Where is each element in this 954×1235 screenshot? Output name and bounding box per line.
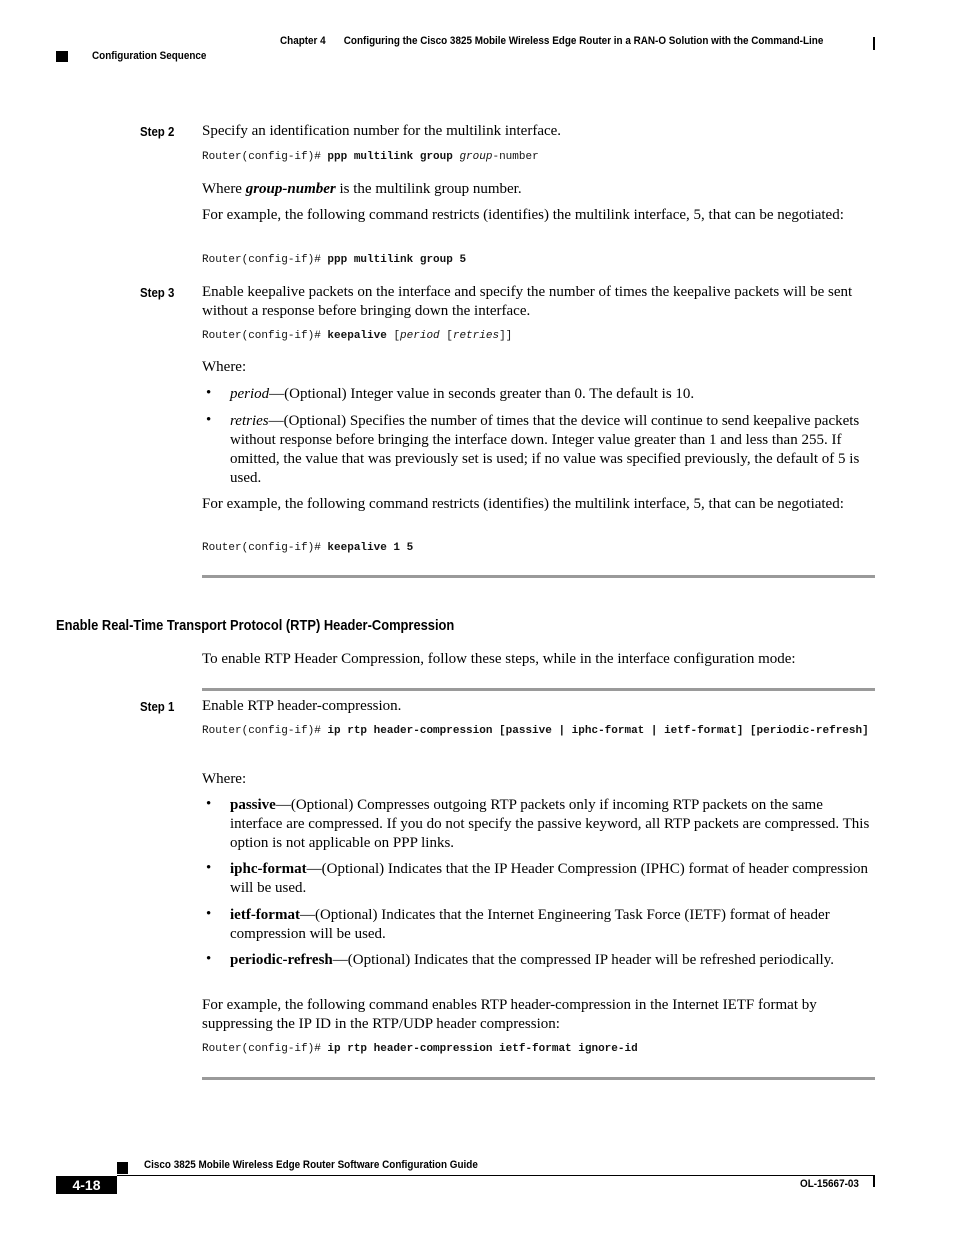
header-marker (56, 51, 68, 62)
code-prompt: Router(config-if)# (202, 542, 328, 554)
code-bracket: [ (386, 330, 401, 342)
step-3-label: Step 3 (140, 285, 175, 300)
code-prompt: Router(config-if)# (202, 330, 328, 342)
step-2-example: For example, the following command restricts (identifies) the multilink interface, 5, that can be negotiated: (202, 207, 844, 223)
code-argument-suffix: -number (492, 151, 539, 163)
bullet-description: —(Optional) Integer value in seconds greater than 0. The default is 10. (269, 386, 695, 402)
chapter-header (280, 35, 823, 47)
code-command: ip rtp header-compression ietf-format ignore-id (327, 1043, 638, 1055)
code-command: ppp multilink group 5 (327, 254, 467, 266)
step-3-code-1 (202, 328, 874, 345)
step-2-code-2 (202, 252, 874, 269)
code-prompt: Router(config-if)# (202, 151, 328, 163)
bullet-dot: • (206, 385, 212, 401)
bullet-dot: • (206, 906, 212, 922)
bullet-period (230, 385, 876, 404)
bullet-term: passive (230, 797, 276, 813)
bullet-description: —(Optional) Compresses outgoing RTP packets only if incoming RTP packets on the same interface are compressed. If you do not specify the passive keyword, all RTP packets are compressed. This option is not applicable on PPP links. (230, 797, 870, 851)
where-suffix: is the multilink group number. (335, 181, 522, 197)
bullet-iphc-format (230, 860, 876, 898)
bullet-term: ietf-format (230, 907, 300, 923)
bullet-retries (230, 412, 876, 488)
bullet-description: —(Optional) Indicates that the Internet Engineering Task Force (IETF) format of header compression will be used. (230, 907, 830, 942)
step-1-text: Enable RTP header-compression. (202, 698, 402, 714)
step-1-example: For example, the following command enables RTP header-compression in the Internet IETF format by suppressing the IP ID in the RTP/UDP header compression: (202, 997, 817, 1032)
section-intro: To enable RTP Header Compression, follow these steps, while in the interface configuration mode: (202, 651, 796, 667)
code-prompt: Router(config-if)# (202, 254, 328, 266)
code-command: ppp multilink group (327, 151, 460, 163)
section-header: Configuration Sequence (92, 50, 207, 62)
step-3-text: Enable keepalive packets on the interface and specify the number of times the keepalive packets will be sent without a response before bringing down the interface. (202, 284, 853, 319)
bullet-term: iphc-format (230, 861, 307, 877)
bullet-dot: • (206, 951, 212, 967)
chapter-number: Chapter 4 (280, 35, 326, 47)
step-2-where (202, 180, 874, 199)
procedure-end-rule (202, 1077, 875, 1080)
where-prefix: Where (202, 181, 246, 197)
step-1-where: Where: (202, 771, 247, 787)
step-3-example: For example, the following command restricts (identifies) the multilink interface, 5, that can be negotiated: (202, 496, 844, 512)
code-bracket: [ (439, 330, 453, 342)
doc-number: OL-15667-03 (800, 1178, 859, 1190)
step-3-code-2 (202, 540, 874, 557)
chapter-title: Configuring the Cisco 3825 Mobile Wireless Edge Router in a RAN-O Solution with the Command-Line (343, 35, 824, 47)
code-command: keepalive 1 5 (327, 542, 414, 554)
code-argument: retries (452, 330, 500, 342)
step-2-label: Step 2 (140, 124, 175, 139)
footer-rule (117, 1175, 875, 1176)
procedure-start-rule (202, 688, 875, 691)
code-prompt: Router(config-if)# (202, 725, 328, 737)
bullet-term: period (230, 386, 270, 402)
where-term: group-number (245, 181, 336, 197)
footer-marker (117, 1162, 128, 1174)
bullet-ietf-format (230, 906, 876, 944)
bullet-passive (230, 796, 876, 853)
bullet-description: —(Optional) Specifies the number of times that the device will continue to send keepalive packets without response before bringing the interface down. Integer value greater than 1 and less than 255. If omitted, the value that was previously set is used; if no value was specified previously, the default of 5 is used. (230, 413, 860, 486)
bullet-dot: • (206, 412, 212, 428)
code-bracket: ]] (499, 330, 513, 342)
step-2-text: Specify an identification number for the multilink interface. (202, 123, 562, 139)
code-argument: group (459, 151, 493, 163)
bullet-term: retries (230, 413, 269, 429)
step-1-label: Step 1 (140, 699, 175, 714)
bullet-dot: • (206, 860, 212, 876)
bullet-periodic-refresh (230, 951, 876, 970)
header-right-bar (873, 37, 875, 50)
step-2-code-1 (202, 149, 874, 166)
bullet-description: —(Optional) Indicates that the compressed IP header will be refreshed periodically. (332, 952, 834, 968)
code-prompt: Router(config-if)# (202, 1043, 328, 1055)
bullet-dot: • (206, 796, 212, 812)
code-argument: period (400, 330, 440, 342)
footer-right-bar (873, 1176, 875, 1187)
page-number: 4-18 (56, 1176, 117, 1194)
code-command: ip rtp header-compression [passive | iphc-format | ietf-format] [periodic-refresh] (327, 725, 869, 737)
bullet-term: periodic-refresh (230, 952, 333, 968)
code-command: keepalive (327, 330, 387, 342)
bullet-description: —(Optional) Indicates that the IP Header Compression (IPHC) format of header compression will be used. (230, 861, 869, 896)
step-1-code-1 (202, 723, 874, 740)
section-heading: Enable Real-Time Transport Protocol (RTP) Header-Compression (56, 617, 455, 634)
step-3-where: Where: (202, 359, 247, 375)
step-end-rule (202, 575, 875, 578)
step-1-code-2 (202, 1041, 874, 1058)
footer-guide-title: Cisco 3825 Mobile Wireless Edge Router Software Configuration Guide (144, 1159, 478, 1171)
